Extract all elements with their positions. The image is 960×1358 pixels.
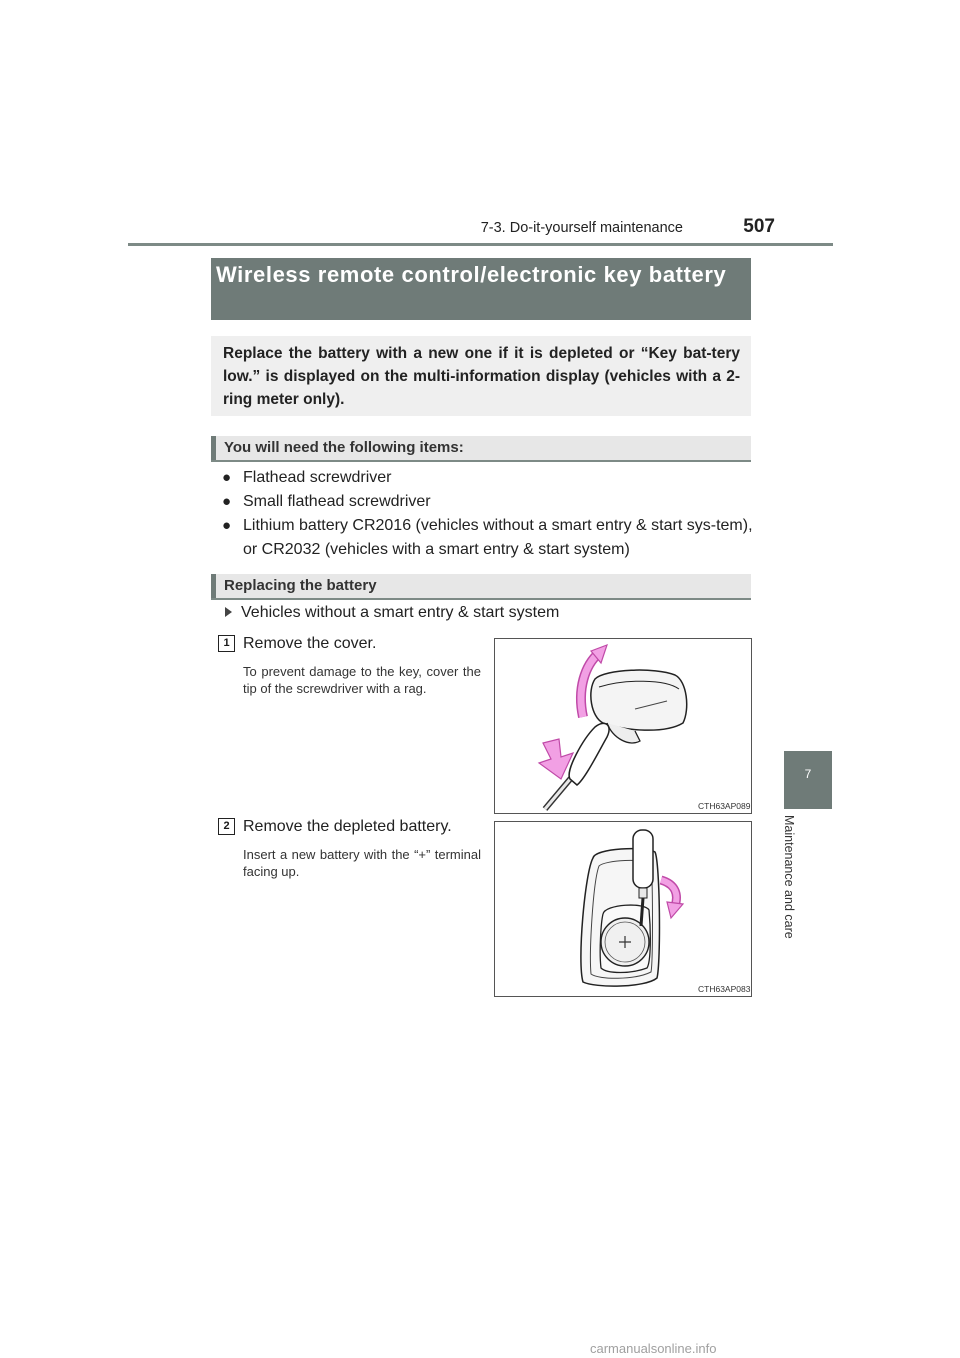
- bullet-text: Small flathead screwdriver: [243, 493, 431, 510]
- step-note-2: Insert a new battery with the “+” terminal facing up.: [243, 847, 481, 879]
- bullet-icon: ●: [222, 493, 232, 510]
- page-number: 507: [743, 216, 775, 237]
- items-heading-text: You will need the following items:: [224, 439, 464, 456]
- step-number-1: 1: [218, 635, 235, 652]
- step-note-1: To prevent damage to the key, cover the tip of the screwdriver with a rag.: [243, 664, 481, 696]
- figure-remove-battery: [494, 821, 752, 997]
- replace-subheading: [211, 574, 751, 600]
- watermark[interactable]: carmanualsonline.info: [590, 1341, 717, 1356]
- subheading-marker: [211, 574, 216, 598]
- figure-code-2: CTH63AP083: [698, 984, 751, 994]
- bullet-text: Flathead screwdriver: [243, 469, 392, 486]
- step-title-2: Remove the depleted battery.: [243, 818, 452, 835]
- header-rule: [128, 243, 833, 246]
- key-cover-illustration: [495, 639, 751, 813]
- bullet-text: Lithium battery CR2016 (vehicles without a smart entry & start sys-tem), or CR2032 (vehicles with a smart entry & start system): [243, 517, 753, 558]
- variant-line: [225, 604, 559, 622]
- bullet-icon: ●: [222, 517, 232, 534]
- figure-code-1: CTH63AP089: [698, 801, 751, 811]
- bullet-icon: ●: [222, 469, 232, 486]
- chapter-tab: 7: [784, 751, 832, 809]
- battery-removal-illustration: [495, 822, 751, 996]
- running-header-section: 7-3. Do-it-yourself maintenance: [480, 220, 683, 236]
- variant-text: Vehicles without a smart entry & start system: [241, 604, 560, 621]
- figure-remove-cover: [494, 638, 752, 814]
- chapter-label-wrapper: [780, 815, 810, 965]
- intro-text: Replace the battery with a new one if it is depleted or “Key bat-tery low.” is displayed on the multi-information display (vehicles with a 2-ring meter only).: [223, 345, 740, 408]
- intro-box: [211, 336, 751, 416]
- items-subheading: [211, 436, 751, 462]
- subheading-marker: [211, 436, 216, 460]
- chapter-label: Maintenance and care: [782, 815, 796, 939]
- step-number-2: 2: [218, 818, 235, 835]
- page-title: Wireless remote control/electronic key battery: [216, 262, 727, 287]
- triangle-arrow-icon: [225, 607, 232, 617]
- step-title-1: Remove the cover.: [243, 635, 377, 652]
- title-bar: [211, 258, 751, 320]
- replace-heading-text: Replacing the battery: [224, 577, 377, 594]
